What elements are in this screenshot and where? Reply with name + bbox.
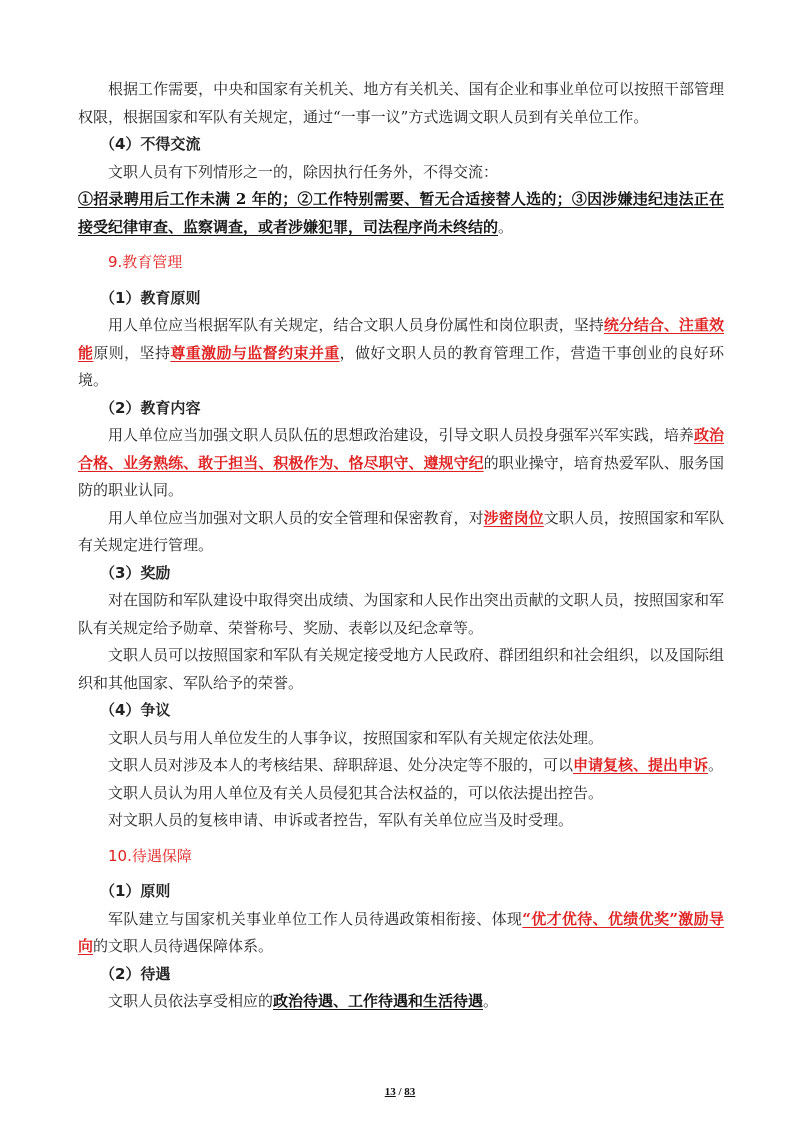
paragraph-no-exchange-intro: 文职人员有下列情形之一的，除因执行任务外，不得交流： xyxy=(108,162,499,181)
text-run: 。 xyxy=(483,992,499,1010)
text-run: 的职业操守，培育热爱军队、服务国防的职业认同。 xyxy=(78,453,724,499)
paragraph-appeal xyxy=(78,752,724,780)
paragraph-education-principle xyxy=(78,312,724,395)
highlight-review-appeal: 申请复核、提出申诉 xyxy=(573,756,709,774)
heading-disputes: （4）争议 xyxy=(100,701,171,719)
paragraph-acceptance: 对文职人员的复核申请、申诉或者控告，军队有关单位应当及时受理。 xyxy=(108,811,574,829)
highlight-incentive-orientation: “优才优待、优绩优奖”激励导向 xyxy=(78,909,724,955)
text-run: 用人单位应当加强文职人员队伍的思想政治建设，引导文职人员投身强军兴军实践，培养 xyxy=(108,426,694,444)
period: 。 xyxy=(498,217,514,236)
paragraph-rewards-medals: 对在国防和军队建设中取得突出成绩、为国家和人民作出突出贡献的文职人员，按照国家和军队有关规定给予勋章、荣誉称号、奖励、表彰以及纪念章等。 xyxy=(78,591,724,637)
text-run: 文职人员对涉及本人的考核结果、辞职辞退、处分决定等不服的，可以 xyxy=(108,756,574,774)
heading-benefits-principle: （1）原则 xyxy=(100,882,171,900)
section-title-benefits: 10.待遇保障 xyxy=(108,846,192,865)
paragraph-rewards-honors: 文职人员可以按照国家和军队有关规定接受地方人民政府、群团组织和社会组织，以及国际组织和其他国家、军队给予的荣誉。 xyxy=(78,646,724,692)
paragraph-dispute-handling: 文职人员与用人单位发生的人事争议，按照国家和军队有关规定依法处理。 xyxy=(108,728,604,747)
paragraph-benefits xyxy=(78,988,724,1016)
text-run: 的文职人员待遇保障体系。 xyxy=(93,937,274,955)
heading-no-exchange: （4）不得交流 xyxy=(100,135,201,153)
paragraph-security-education xyxy=(78,505,724,560)
heading-benefits: （2）待遇 xyxy=(100,964,171,983)
paragraph-benefits-system xyxy=(78,906,724,961)
highlight-professional-ethics: 政治合格、业务熟练、敢于担当、积极作为、恪尽职守、遵规守纪 xyxy=(78,426,724,472)
page-content xyxy=(78,76,724,1016)
text-run: 用人单位应当加强对文职人员的安全管理和保密教育，对 xyxy=(108,508,484,527)
paragraph-complaint: 文职人员认为用人单位及有关人员侵犯其合法权益的，可以依法提出控告。 xyxy=(108,783,604,802)
underlined-benefit-types: 政治待遇、工作待遇和生活待遇 xyxy=(273,992,484,1010)
text-run: 军队建立与国家机关事业单位工作人员待遇政策相衔接、体现 xyxy=(108,909,523,928)
paragraph-no-exchange-conditions xyxy=(78,186,724,241)
highlight-classified-post: 涉密岗位 xyxy=(483,508,544,527)
text-run: 文职人员，按照国家和军队有关规定进行管理。 xyxy=(78,508,724,554)
current-page-number: 13 xyxy=(384,1086,396,1098)
text-run: 原则，坚持 xyxy=(93,343,171,362)
paragraph-political-building xyxy=(78,422,724,505)
heading-education-principle: （1）教育原则 xyxy=(100,288,201,307)
heading-rewards: （3）奖励 xyxy=(100,563,171,582)
text-run: 用人单位应当根据军队有关规定，结合文职人员身份属性和岗位职责，坚持 xyxy=(108,316,604,334)
highlight-combined-efficiency: 统分结合、注重效能 xyxy=(78,316,724,362)
highlight-respect-supervision: 尊重激励与监督约束并重 xyxy=(170,343,340,362)
page-separator: / xyxy=(395,1086,405,1098)
total-pages: 83 xyxy=(404,1086,416,1098)
text-run: 。 xyxy=(708,756,724,774)
page-number-footer xyxy=(0,1086,800,1098)
text-run: ，做好文职人员的教育管理工作，营造干事创业的良好环境。 xyxy=(78,343,724,389)
heading-education-content: （2）教育内容 xyxy=(100,398,201,417)
text-run: 文职人员依法享受相应的 xyxy=(108,992,274,1010)
section-title-education: 9.教育管理 xyxy=(108,253,183,271)
paragraph-transfer-selection: 根据工作需要，中央和国家有关机关、地方有关机关、国有企业和事业单位可以按照干部管理权限，根据国家和军队有关规定，通过“一事一议”方式选调文职人员到有关单位工作。 xyxy=(78,80,724,126)
underlined-conditions: ①招录聘用后工作未满 2 年的；②工作特别需要、暂无合适接替人选的；③因涉嫌违纪违法正在接受纪律审查、监察调查，或者涉嫌犯罪，司法程序尚未终结的 xyxy=(78,190,724,236)
